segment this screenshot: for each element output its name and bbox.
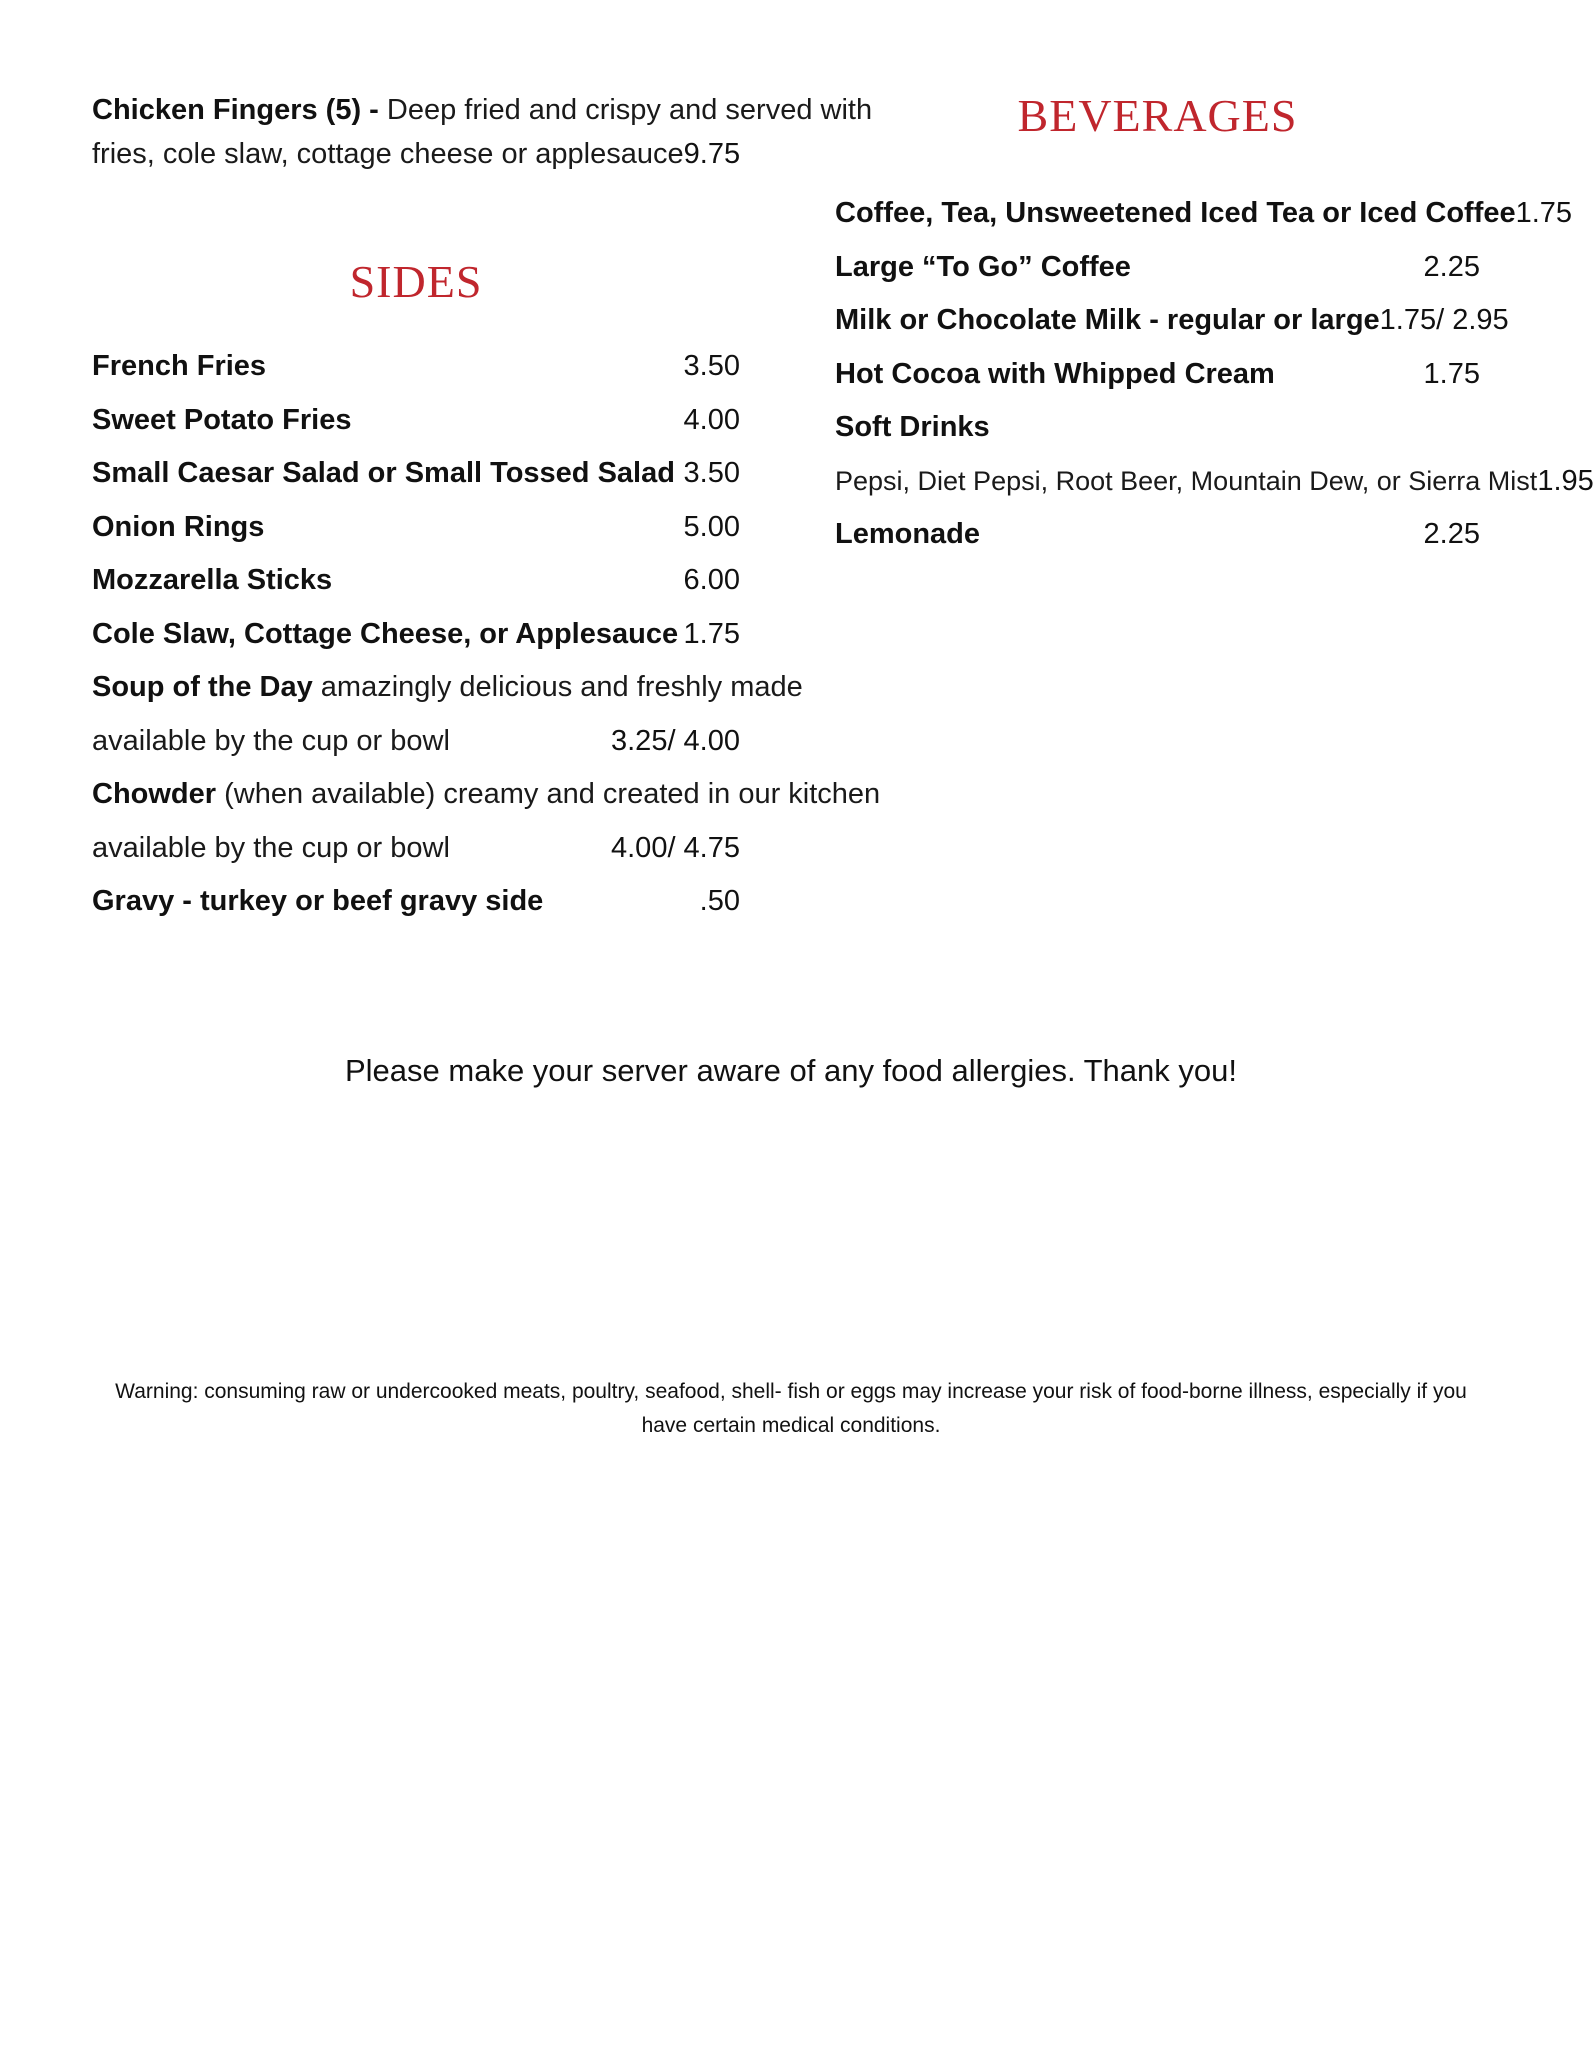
item-name: Mozzarella Sticks (92, 564, 333, 596)
list-item (835, 241, 1480, 295)
list-item (92, 340, 740, 394)
item-price: 4.00/ 4.75 (611, 831, 740, 864)
item-description: available by the cup or bowl (92, 831, 450, 864)
item-name: Coffee, Tea, Unsweetened Iced Tea or Iced Coffee (835, 197, 1516, 229)
section-heading-beverages: BEVERAGES (1017, 90, 1298, 141)
menu-item-soup-line2 (92, 715, 740, 769)
menu-item-soup (92, 661, 803, 715)
item-price: 1.75/ 2.95 (1379, 304, 1509, 336)
list-item (835, 455, 1594, 509)
item-price: 9.75 (683, 138, 741, 170)
sides-list (92, 340, 881, 929)
allergy-notice: Please make your server aware of any food allergies. Thank you! (344, 1053, 1237, 1088)
list-item (92, 394, 740, 448)
list-item (835, 187, 1573, 241)
item-name: Chowder (92, 778, 217, 810)
list-item (835, 294, 1509, 348)
item-name: Gravy - turkey or beef gravy side (92, 885, 544, 917)
item-description: fries, cole slaw, cottage cheese or applesauce (92, 138, 684, 170)
menu-item-chowder-line2 (92, 822, 740, 876)
item-description: amazingly delicious and freshly made (312, 671, 803, 703)
item-name: Chicken Fingers (5) (92, 94, 362, 126)
item-name: Hot Cocoa with Whipped Cream (835, 357, 1275, 390)
item-name: Onion Rings (92, 510, 265, 543)
menu-item-chicken-fingers (92, 88, 873, 132)
list-item (92, 447, 740, 501)
menu-item-gravy (92, 875, 740, 929)
item-name: Large “To Go” Coffee (835, 250, 1131, 283)
item-name: Milk or Chocolate Milk - regular or large (835, 304, 1380, 336)
item-price: 5.00 (683, 510, 740, 543)
section-heading-sides: SIDES (349, 256, 483, 307)
item-separator: - (361, 94, 387, 126)
item-name: French Fries (92, 350, 267, 382)
menu-item-chowder (92, 768, 881, 822)
item-name: Small Caesar Salad or Small Tossed Salad (92, 457, 675, 489)
item-price: 2.25 (1423, 518, 1480, 550)
list-item (835, 508, 1480, 562)
item-price: 1.75 (683, 617, 740, 650)
item-price: .50 (699, 885, 740, 917)
food-safety-warning: Warning: consuming raw or undercooked meats, poultry, seafood, shell- fish or eggs may increase your risk of food-borne illness, especially if you have certain medical conditions. (115, 1380, 1467, 1437)
item-name: Soft Drinks (835, 411, 990, 443)
item-name: Cole Slaw, Cottage Cheese, or Applesauce (92, 617, 679, 650)
item-price: 3.25/ 4.00 (611, 724, 740, 757)
item-name: Lemonade (835, 518, 981, 550)
item-price: 6.00 (683, 564, 740, 596)
item-price: 1.75 (1423, 357, 1480, 390)
list-item (835, 348, 1480, 402)
right-column (835, 88, 1594, 562)
item-price: 1.75 (1515, 197, 1573, 229)
item-description: Deep fried and crispy and served with (386, 94, 873, 126)
list-item (92, 501, 740, 555)
list-item (92, 608, 740, 662)
item-price: 4.00 (683, 403, 740, 436)
item-price: 1.95 (1537, 464, 1594, 497)
item-name: Sweet Potato Fries (92, 403, 352, 436)
left-column (92, 88, 881, 929)
soft-drinks-label (835, 401, 1480, 455)
item-description: available by the cup or bowl (92, 724, 450, 757)
item-price: 3.50 (683, 457, 740, 489)
list-item (92, 554, 740, 608)
item-name: Soup of the Day (92, 671, 313, 703)
item-price: 2.25 (1423, 250, 1480, 283)
item-price: 3.50 (683, 350, 740, 382)
beverages-list (835, 187, 1594, 562)
item-description: (when available) creamy and created in our kitchen (216, 778, 881, 810)
item-name: Pepsi, Diet Pepsi, Root Beer, Mountain Dew, or Sierra Mist (835, 465, 1538, 496)
menu-item-chicken-fingers-line2 (92, 132, 740, 176)
